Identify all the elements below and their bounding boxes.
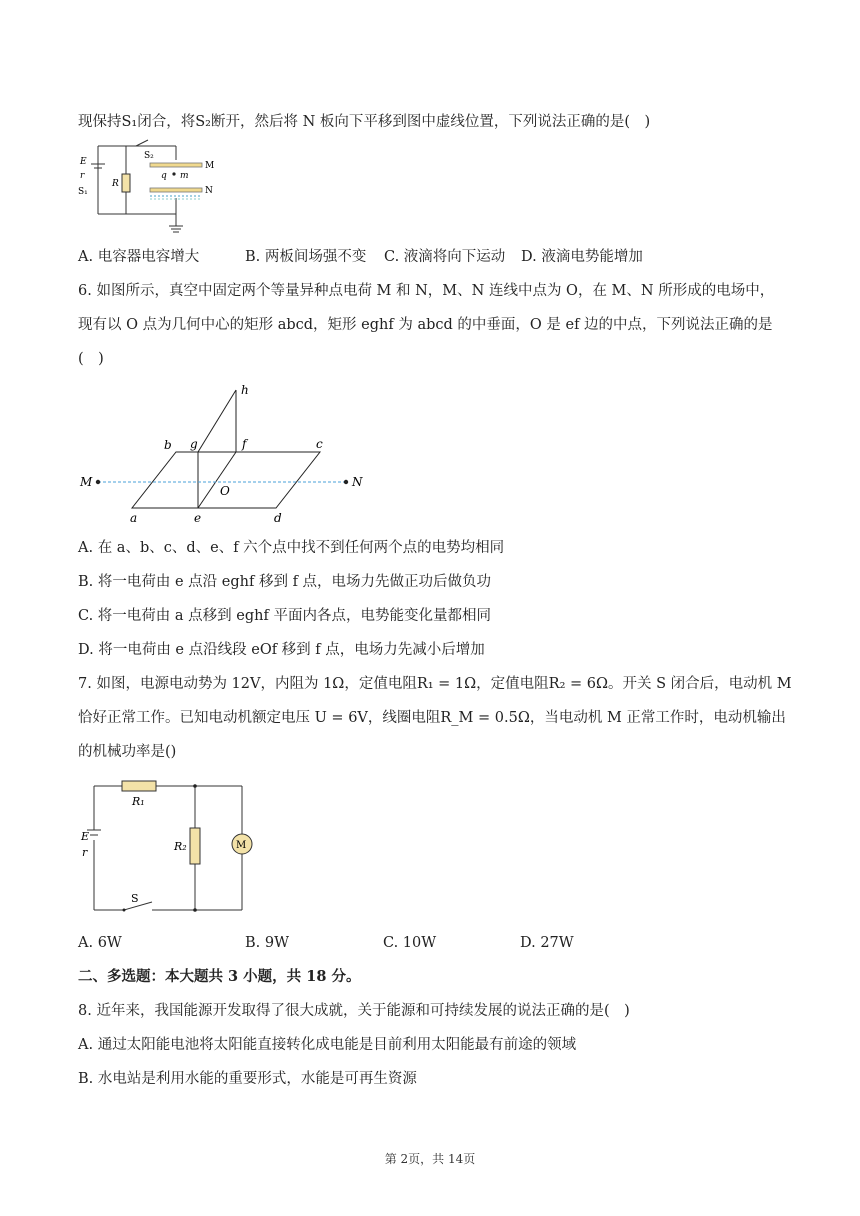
q6-label-N: N xyxy=(352,475,363,489)
q5-label-r: r xyxy=(80,171,85,181)
q6-option-c: C. 将一电荷由 a 点移到 eghf 平面内各点，电势能变化量都相同 xyxy=(78,608,491,624)
q6-label-c: c xyxy=(316,437,323,451)
q7-label-E: E xyxy=(81,830,90,843)
q5-stem: 现保持S₁闭合，将S₂断开，然后将 N 板向下平移到图中虚线位置，下列说法正确的是( ) xyxy=(78,114,651,130)
q5-option-c: C. 液滴将向下运动 xyxy=(384,249,506,265)
q7-label-M: M xyxy=(236,840,247,851)
q6-option-b: B. 将一电荷由 e 点沿 eghf 移到 f 点，电场力先做正功后做负功 xyxy=(78,574,492,590)
q5-label-R: R xyxy=(112,179,119,189)
q8-option-a: A. 通过太阳能电池将太阳能直接转化成电能是目前利用太阳能最有前途的领域 xyxy=(78,1037,577,1053)
page-footer: 第 2页，共 14页 xyxy=(384,1152,476,1166)
q7-option-a: A. 6W xyxy=(78,935,122,951)
q7-label-r: r xyxy=(82,846,88,859)
q6-label-a: a xyxy=(130,511,138,525)
q8-stem: 8. 近年来，我国能源开发取得了很大成就，关于能源和可持续发展的说法正确的是( ) xyxy=(78,1003,630,1019)
q5-label-M: M xyxy=(205,161,215,171)
q6-label-d: d xyxy=(274,511,282,525)
q5-option-d: D. 液滴电势能增加 xyxy=(521,249,643,265)
q6-label-b: b xyxy=(164,438,172,452)
q7-stem-line1: 7. 如图，电源电动势为 12V，内阻为 1Ω，定值电阻R₁ = 1Ω，定值电阻R₂ = 6Ω。开关 S 闭合后，电动机 M xyxy=(78,676,792,692)
q7-label-R2: R₂ xyxy=(174,840,187,853)
q6-label-f: f xyxy=(242,437,247,451)
q5-label-S2: S₂ xyxy=(144,151,154,161)
q5-label-q: q xyxy=(161,171,167,181)
q5-label-m: m xyxy=(180,171,189,181)
q5-label-E: E xyxy=(80,157,87,167)
q7-circuit-figure xyxy=(76,772,256,917)
q5-option-a: A. 电容器电容增大 xyxy=(78,249,200,265)
q6-label-O: O xyxy=(220,484,230,498)
q7-stem-line3: 的机械功率是() xyxy=(78,744,177,760)
q6-stem-line1: 6. 如图所示，真空中固定两个等量异种点电荷 M 和 N，M、N 连线中点为 O，在 M、N 所形成的电场中， xyxy=(78,283,775,299)
section-2-heading: 二、多选题：本大题共 3 小题，共 18 分。 xyxy=(78,968,361,985)
q8-option-b: B. 水电站是利用水能的重要形式，水能是可再生资源 xyxy=(78,1071,417,1087)
q6-label-h: h xyxy=(241,383,249,397)
q6-label-g: g xyxy=(190,437,198,451)
q7-option-d: D. 27W xyxy=(520,935,574,951)
q7-label-R1: R₁ xyxy=(132,795,145,808)
q6-stem-line2: 现有以 O 点为几何中心的矩形 abcd，矩形 eghf 为 abcd 的中垂面，O 是 ef 边的中点，下列说法正确的是 xyxy=(78,317,773,333)
q5-option-b: B. 两板间场强不变 xyxy=(245,249,367,265)
q6-stem-line3: ( ) xyxy=(78,351,104,367)
q5-circuit-figure xyxy=(76,138,226,246)
q7-option-c: C. 10W xyxy=(383,935,437,951)
q7-option-b: B. 9W xyxy=(245,935,290,951)
q5-label-S1: S₁ xyxy=(78,187,88,197)
q6-geometry-figure xyxy=(76,378,376,526)
q7-label-S: S xyxy=(131,892,139,905)
q6-option-a: A. 在 a、b、c、d、e、f 六个点中找不到任何两个点的电势均相同 xyxy=(78,540,505,556)
q6-option-d: D. 将一电荷由 e 点沿线段 eOf 移到 f 点，电场力先减小后增加 xyxy=(78,642,485,658)
q7-stem-line2: 恰好正常工作。已知电动机额定电压 U = 6V，线圈电阻R_M = 0.5Ω，当电动机 M 正常工作时，电动机输出 xyxy=(78,710,786,726)
q5-label-N: N xyxy=(205,186,213,196)
q6-label-M: M xyxy=(80,475,93,489)
q6-label-e: e xyxy=(194,511,202,525)
